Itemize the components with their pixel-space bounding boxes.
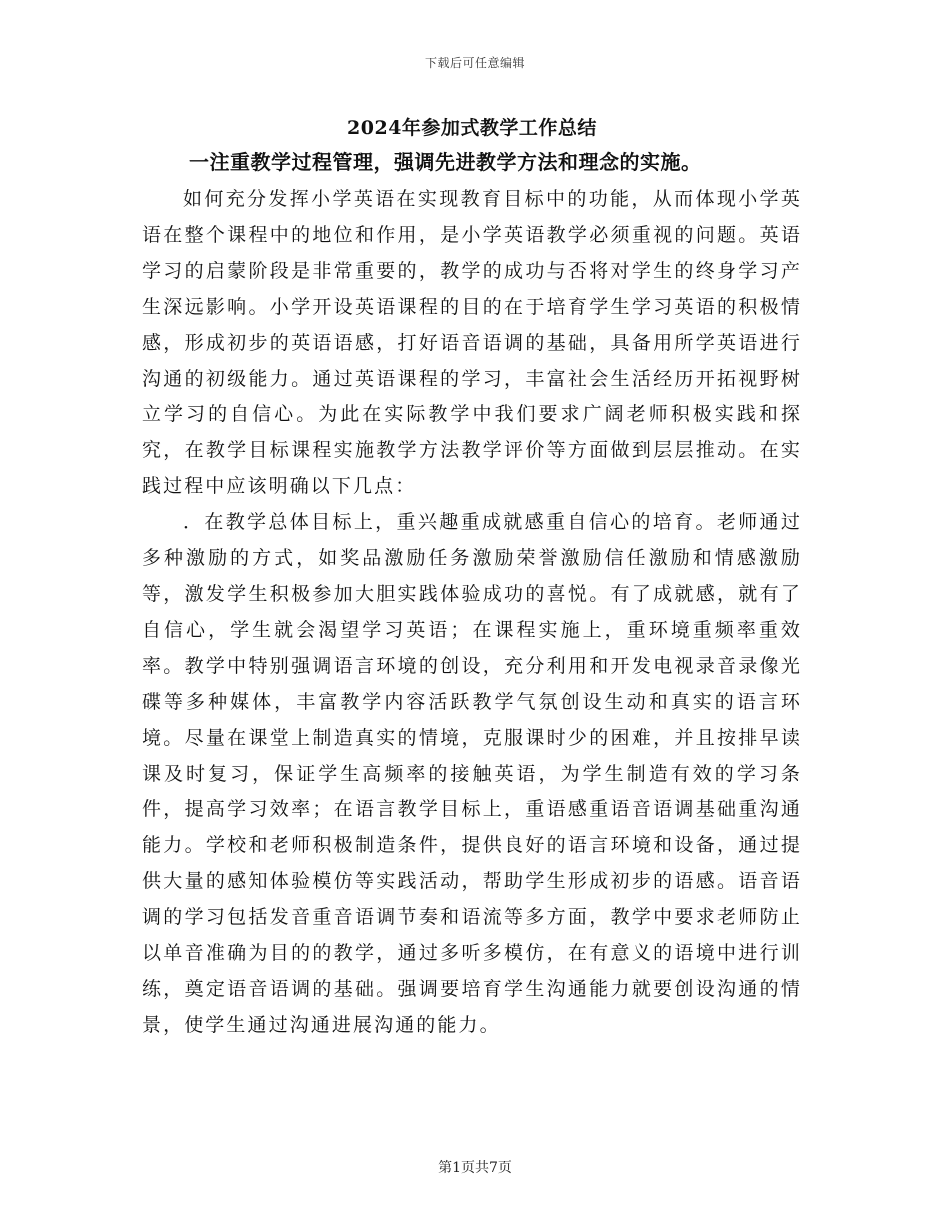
page-header-note: 下载后可任意编辑 (424, 56, 525, 70)
body-paragraph-1: 如何充分发挥小学英语在实现教育目标中的功能，从而体现小学英语在整个课程中的地位和作用，是小学英语教学必须重视的问题。英语学习的启蒙阶段是非常重要的，教学的成功与否将对学生的终身学习产生深远影响。小学开设英语课程的目的在于培育学生学习英语的积极情感，形成初步的英语语感，打好语音语调的基础，具备用所学英语进行沟通的初级能力。通过英语课程的学习，丰富社会生活经历开拓视野树立学习的自信心。为此在实际教学中我们要求广阔老师积极实践和探究，在教学目标课程实施教学方法教学评价等方面做到层层推动。在实践过程中应该明确以下几点： (142, 188, 802, 498)
document-title: 2024年参加式教学工作总结 (347, 117, 597, 139)
section-heading: 一注重教学过程管理，强调先进教学方法和理念的实施。 (189, 150, 702, 174)
document-body (142, 182, 802, 1044)
body-paragraph-2: ．在教学总体目标上，重兴趣重成就感重自信心的培育。老师通过多种激励的方式，如奖品激励任务激励荣誉激励信任激励和情感激励等，激发学生积极参加大胆实践体验成功的喜悦。有了成就感，就有了自信心，学生就会渴望学习英语；在课程实施上，重环境重频率重效率。教学中特别强调语言环境的创设，充分利用和开发电视录音录像光碟等多种媒体，丰富教学内容活跃教学气氛创设生动和真实的语言环境。尽量在课堂上制造真实的情境，克服课时少的困难，并且按排早读课及时复习，保证学生高频率的接触英语，为学生制造有效的学习条件，提高学习效率；在语言教学目标上，重语感重语音语调基础重沟通能力。学校和老师积极制造条件，提供良好的语言环境和设备，通过提供大量的感知体验模仿等实践活动，帮助学生形成初步的语感。语音语调的学习包括发音重音语调节奏和语流等多方面，教学中要求老师防止以单音准确为目的的教学，通过多听多模仿，在有意义的语境中进行训练，奠定语音语调的基础。强调要培育学生沟通能力就要创设沟通的情景，使学生通过沟通进展沟通的能力。 (142, 511, 802, 1036)
page-number-indicator: 第1页共7页 (438, 1160, 512, 1176)
